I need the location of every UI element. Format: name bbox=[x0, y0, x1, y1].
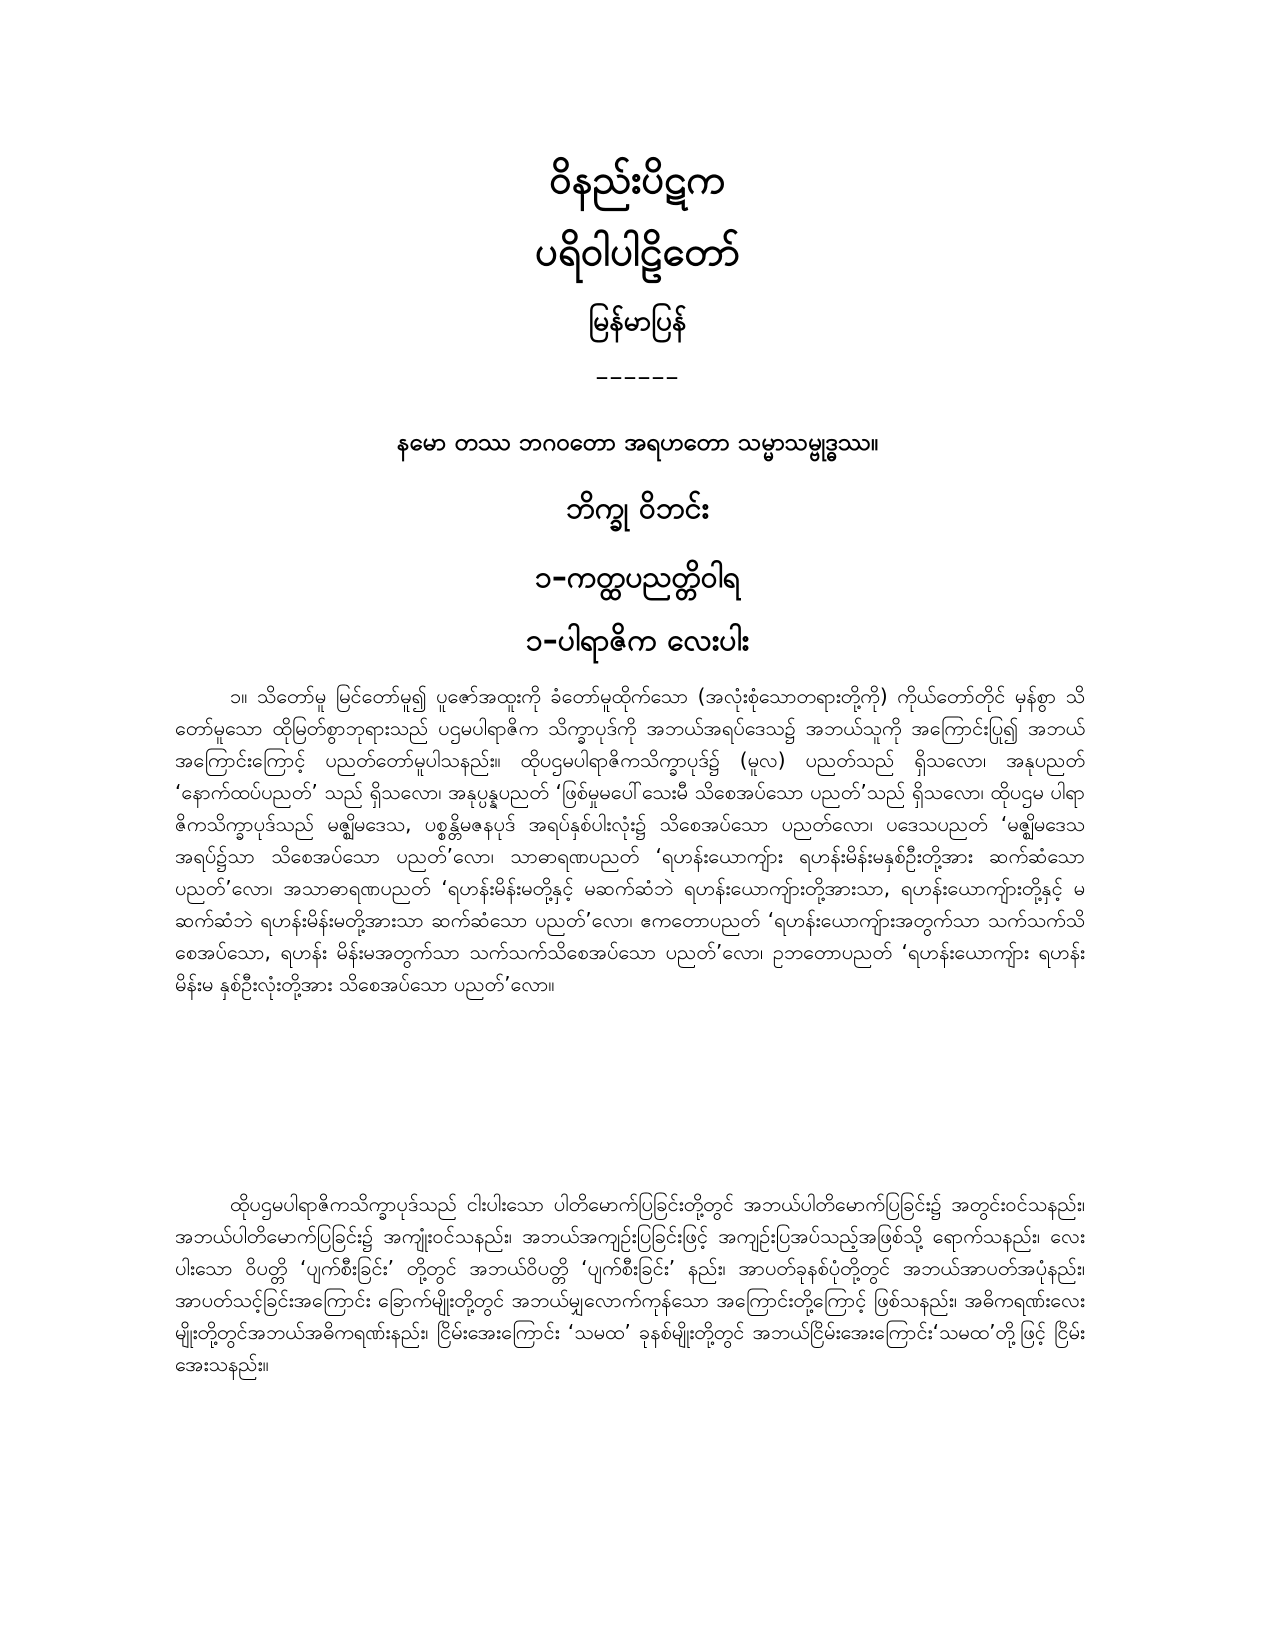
document-title: ဝိနည်းပိဋက bbox=[549, 157, 726, 203]
section-heading: ဘိက္ခု ဝိဘင်း bbox=[566, 491, 709, 526]
homage-line: နမော တဿ ဘဂဝတော အရဟတော သမ္မာသမ္ဗုဒ္ဓဿ။ bbox=[396, 428, 878, 456]
subchapter-heading: ၁–ပါရာဇိက လေးပါး bbox=[525, 623, 750, 658]
body-paragraph-2-block bbox=[175, 1188, 1085, 1478]
body-paragraph: ထိုပဌမပါရာဇိကသိက္ခာပုဒ်သည် ငါးပါးသော ပါတိမောက်ပြခြင်းတို့တွင် အဘယ်ပါတိမောက်ပြခြင်း၌ အတွင်းဝင်သနည်း၊ အဘယ်ပါတိမောက်ပြခြင်း၌ အကျုံးဝင်သနည်း၊ အဘယ်အကျဉ်းပြခြင်းဖြင့် အကျဉ်းပြအပ်သည့်အဖြစ်သို့ ရောက်သနည်း၊ လေးပါးသော ဝိပတ္တိ ‘ပျက်စီးခြင်း’ တို့တွင် အဘယ်ဝိပတ္တိ ‘ပျက်စီးခြင်း’ နည်း၊ အာပတ်ခုနစ်ပုံတို့တွင် အဘယ်အာပတ်အပုံနည်း၊ အာပတ်သင့်ခြင်းအကြောင်း ခြောက်မျိုးတို့တွင် အဘယ်မျှလောက်ကုန်သော အကြောင်းတို့ကြောင့် ဖြစ်သနည်း၊ အဓိကရဏ်းလေးမျိုးတို့တွင်အဘယ်အဓိကရဏ်းနည်း၊ ငြိမ်းအေးကြောင်း ‘သမထ’ ခုနစ်မျိုးတို့တွင် အဘယ်ငြိမ်းအေးကြောင်း‘သမထ’တို့ဖြင့် ငြိမ်းအေးသနည်း။ bbox=[175, 1192, 1085, 1376]
chapter-heading: ၁–ကတ္ထပညတ္တိဝါရ bbox=[534, 560, 741, 595]
document-subtitle: ပရိဝါပါဠိတော် bbox=[535, 229, 740, 275]
separator: –––––– bbox=[595, 362, 680, 392]
translation-label: မြန်မာပြန် bbox=[588, 304, 687, 337]
body-paragraph: ၁။ သိတော်မူ မြင်တော်မူ၍ ပူဇော်အထူးကို ခံတော်မူထိုက်သော (အလုံးစုံသောတရားတို့ကို) ကိုယ်တော်တိုင် မှန်စွာ သိတော်မူသော ထိုမြတ်စွာဘုရားသည် ပဌမပါရာဇိက သိက္ခာပုဒ်ကို အဘယ်အရပ်ဒေသ၌ အဘယ်သူကို အကြောင်းပြု၍ အဘယ်အကြောင်းကြောင့် ပညတ်တော်မူပါသနည်း။ ထိုပဌမပါရာဇိကသိက္ခာပုဒ်၌ (မူလ) ပညတ်သည် ရှိသလော၊ အနုပညတ် ‘နောက်ထပ်ပညတ်’ သည် ရှိသလော၊ အနုပ္ပန္နပညတ် ‘ဖြစ်မှုမပေါ်သေးမီ သိစေအပ်သော ပညတ်’သည် ရှိသလော၊ ထိုပဌမ ပါရာဇိကသိက္ခာပုဒ်သည် မဇ္ဈိမဒေသ, ပစ္စန္တိမဇနပုဒ် အရပ်နှစ်ပါးလုံး၌ သိစေအပ်သော ပညတ်လော၊ ပဒေသပညတ် ‘မဇ္ဈိမဒေသအရပ်၌သာ သိစေအပ်သော ပညတ်’လော၊ သာဓာရဏပညတ် ‘ရဟန်းယောကျ်ား ရဟန်းမိန်းမနှစ်ဦးတို့အား ဆက်ဆံသော ပညတ်’လော၊ အသာဓာရဏပညတ် ‘ရဟန်းမိန်းမတို့နှင့် မဆက်ဆံဘဲ ရဟန်းယောကျ်ားတို့အားသာ, ရဟန်းယောကျ်ားတို့နှင့် မဆက်ဆံဘဲ ရဟန်းမိန်းမတို့အားသာ ဆက်ဆံသော ပညတ်’လော၊ ဧကတောပညတ် ‘ရဟန်းယောကျ်ားအတွက်သာ သက်သက်သိစေအပ်သော, ရဟန်း မိန်းမအတွက်သာ သက်သက်သိစေအပ်သော ပညတ်’လော၊ ဥဘတောပညတ် ‘ရဟန်းယောကျ်ား ရဟန်းမိန်းမ နှစ်ဦးလုံးတို့အား သိစေအပ်သော ပညတ်’လော။ bbox=[175, 684, 1085, 996]
body-paragraph-1-block bbox=[175, 680, 1085, 1175]
